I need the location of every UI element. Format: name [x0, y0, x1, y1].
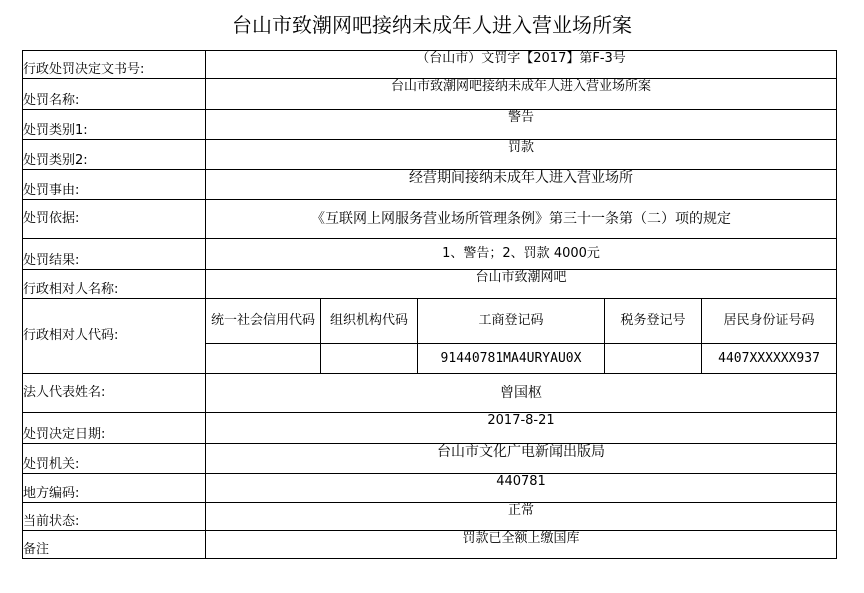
business-reg-header: 工商登记码 [418, 299, 605, 344]
authority-value: 台山市文化广电新闻出版局 [206, 444, 837, 474]
region-code-value: 440781 [206, 474, 837, 503]
basis-label: 处罚依据: [23, 200, 206, 239]
doc-number-value: （台山市）文罚字【2017】第F-3号 [206, 51, 837, 79]
row-result [23, 239, 837, 270]
row-remarks [23, 531, 837, 559]
document-title: 台山市致潮网吧接纳未成年人进入营业场所案 [232, 13, 632, 37]
row-category1 [23, 110, 837, 140]
status-value: 正常 [206, 503, 837, 531]
decision-date-label: 处罚决定日期: [23, 413, 206, 444]
tax-reg-header: 税务登记号 [605, 299, 702, 344]
reason-label: 处罚事由: [23, 170, 206, 200]
category2-value: 罚款 [206, 140, 837, 170]
region-code-label: 地方编码: [23, 474, 206, 503]
remarks-label: 备注 [23, 531, 206, 559]
result-label: 处罚结果: [23, 239, 206, 270]
row-legal-rep [23, 374, 837, 413]
decision-date-value: 2017-8-21 [206, 413, 837, 444]
penalty-info-table [22, 50, 837, 559]
id-number-value: 4407XXXXXX937 [702, 344, 837, 374]
row-authority [23, 444, 837, 474]
row-basis [23, 200, 837, 239]
credit-code-value [206, 344, 321, 374]
legal-rep-value: 曾国枢 [206, 374, 837, 413]
org-code-value [321, 344, 418, 374]
row-reason [23, 170, 837, 200]
status-label: 当前状态: [23, 503, 206, 531]
credit-code-header: 统一社会信用代码 [206, 299, 321, 344]
remarks-value: 罚款已全额上缴国库 [206, 531, 837, 559]
result-value: 1、警告；2、罚款 4000元 [206, 239, 837, 270]
id-number-header: 居民身份证号码 [702, 299, 837, 344]
row-decision-date [23, 413, 837, 444]
row-party-name [23, 270, 837, 299]
category1-label: 处罚类别1: [23, 110, 206, 140]
row-case-name [23, 79, 837, 110]
party-code-label: 行政相对人代码: [23, 299, 206, 374]
business-reg-value: 91440781MA4URYAU0X [418, 344, 605, 374]
tax-reg-value [605, 344, 702, 374]
row-party-code-headers [23, 299, 837, 344]
row-region-code [23, 474, 837, 503]
party-name-label: 行政相对人名称: [23, 270, 206, 299]
doc-number-label: 行政处罚决定文书号: [23, 51, 206, 79]
authority-label: 处罚机关: [23, 444, 206, 474]
org-code-header: 组织机构代码 [321, 299, 418, 344]
row-status [23, 503, 837, 531]
category2-label: 处罚类别2: [23, 140, 206, 170]
legal-rep-label: 法人代表姓名: [23, 374, 206, 413]
basis-value: 《互联网上网服务营业场所管理条例》第三十一条第（二）项的规定 [206, 200, 837, 239]
row-doc-number [23, 51, 837, 79]
row-category2 [23, 140, 837, 170]
case-name-label: 处罚名称: [23, 79, 206, 110]
reason-value: 经营期间接纳未成年人进入营业场所 [206, 170, 837, 200]
party-name-value: 台山市致潮网吧 [206, 270, 837, 299]
case-name-value: 台山市致潮网吧接纳未成年人进入营业场所案 [206, 79, 837, 110]
category1-value: 警告 [206, 110, 837, 140]
